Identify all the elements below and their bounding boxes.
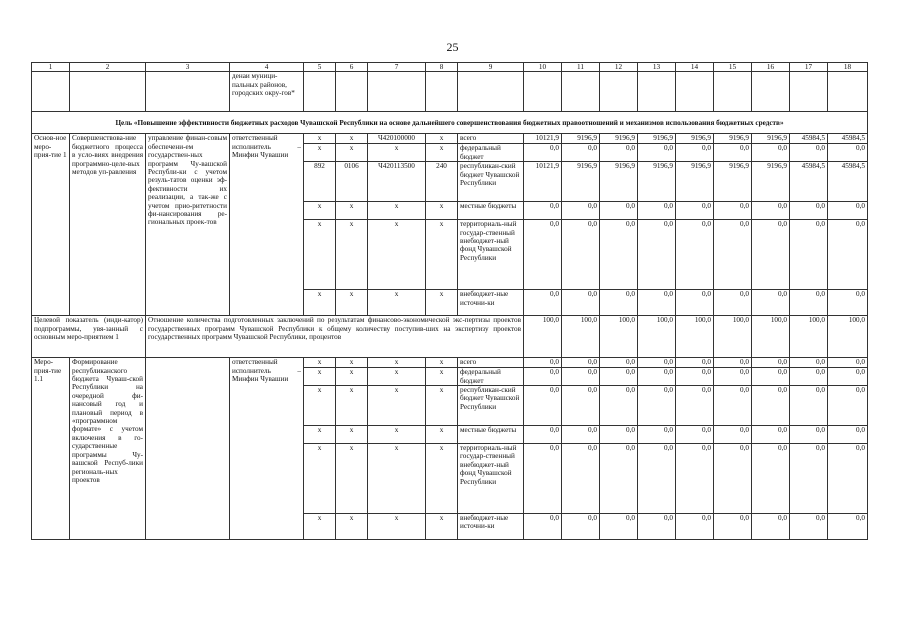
event-c3-cell bbox=[146, 358, 230, 540]
amount-cell: 0,0 bbox=[600, 386, 638, 426]
amount-cell: 0,0 bbox=[638, 514, 676, 540]
indicator-label: Целевой показатель (инди-катор) подпрограммы, увя-занный с основным меро-приятием 1 bbox=[32, 316, 146, 358]
indicator-value: 100,0 bbox=[752, 316, 790, 358]
column-number: 11 bbox=[562, 63, 600, 72]
amount-cell: 0,0 bbox=[828, 290, 868, 316]
amount-cell: 0,0 bbox=[714, 386, 752, 426]
funding-source-cell: республикан-ский бюджет Чувашской Республики bbox=[458, 386, 524, 426]
amount-cell: 0,0 bbox=[638, 386, 676, 426]
amount-cell: 9196,9 bbox=[600, 162, 638, 202]
funding-source-cell: местные бюджеты bbox=[458, 426, 524, 444]
code-cell: x bbox=[304, 144, 336, 162]
amount-cell: 9196,9 bbox=[562, 134, 600, 144]
amount-cell: 0,0 bbox=[790, 290, 828, 316]
amount-cell: 0,0 bbox=[714, 358, 752, 368]
amount-cell: 0,0 bbox=[752, 358, 790, 368]
amount-cell: 0,0 bbox=[562, 426, 600, 444]
amount-cell: 45984,5 bbox=[828, 162, 868, 202]
amount-cell: 9196,9 bbox=[562, 162, 600, 202]
event-c4-cell: ответственный исполнитель – Минфин Чувашии bbox=[230, 358, 304, 540]
amount-cell: 0,0 bbox=[638, 368, 676, 386]
code-cell: x bbox=[336, 386, 368, 426]
code-cell: x bbox=[336, 368, 368, 386]
funding-source-cell: всего bbox=[458, 358, 524, 368]
amount-cell: 0,0 bbox=[562, 144, 600, 162]
column-number: 12 bbox=[600, 63, 638, 72]
code-cell: x bbox=[304, 368, 336, 386]
funding-source-cell: всего bbox=[458, 134, 524, 144]
code-cell: x bbox=[304, 202, 336, 220]
amount-cell: 0,0 bbox=[638, 144, 676, 162]
amount-cell: 0,0 bbox=[714, 290, 752, 316]
amount-cell: 0,0 bbox=[638, 444, 676, 514]
amount-cell: 0,0 bbox=[714, 202, 752, 220]
code-cell: x bbox=[426, 426, 458, 444]
funding-source-cell: федеральный бюджет bbox=[458, 144, 524, 162]
amount-cell: 0,0 bbox=[790, 220, 828, 290]
amount-cell: 45984,5 bbox=[790, 134, 828, 144]
code-cell: x bbox=[304, 386, 336, 426]
column-number: 2 bbox=[70, 63, 146, 72]
amount-cell: 0,0 bbox=[714, 444, 752, 514]
column-number: 13 bbox=[638, 63, 676, 72]
column-number: 14 bbox=[676, 63, 714, 72]
amount-cell: 0,0 bbox=[600, 426, 638, 444]
amount-cell: 9196,9 bbox=[676, 162, 714, 202]
amount-cell: 0,0 bbox=[638, 426, 676, 444]
amount-cell: 9196,9 bbox=[676, 134, 714, 144]
amount-cell: 10121,9 bbox=[524, 134, 562, 144]
column-number: 7 bbox=[368, 63, 426, 72]
indicator-row bbox=[32, 316, 868, 358]
column-number: 5 bbox=[304, 63, 336, 72]
amount-cell: 0,0 bbox=[524, 202, 562, 220]
amount-cell: 0,0 bbox=[676, 220, 714, 290]
amount-cell: 0,0 bbox=[562, 290, 600, 316]
indicator-text: Отношение количества подготовленных заключений по результатам финансово-экономической экс-пертизы проектов государственных программ Чувашской Республики к общему количеству поступив-ших на экспертизу проектов государственных программ Чувашской Республики, процентов bbox=[146, 316, 524, 358]
amount-cell: 0,0 bbox=[600, 144, 638, 162]
code-cell: 892 bbox=[304, 162, 336, 202]
funding-source-cell: федеральный бюджет bbox=[458, 368, 524, 386]
code-cell: x bbox=[304, 358, 336, 368]
code-cell: x bbox=[368, 426, 426, 444]
continuation-row bbox=[32, 72, 868, 112]
amount-cell: 0,0 bbox=[638, 220, 676, 290]
code-cell: x bbox=[336, 290, 368, 316]
code-cell: x bbox=[368, 220, 426, 290]
amount-cell: 10121,9 bbox=[524, 162, 562, 202]
amount-cell: 0,0 bbox=[562, 514, 600, 540]
code-cell: x bbox=[336, 144, 368, 162]
event-1-1-block bbox=[32, 358, 868, 540]
amount-cell: 0,0 bbox=[828, 514, 868, 540]
column-number-row bbox=[32, 63, 868, 72]
amount-cell: 0,0 bbox=[562, 386, 600, 426]
amount-cell: 0,0 bbox=[638, 202, 676, 220]
event-c3-cell: управление финан-совым обеспечени-ем государствен-ных программ Чу-вашской Республи-ки с учетом резуль-татов оценки эф-фективности их реализации, а так-же с учетом прио-ритетности фи-нансирования ре-гиональных проек-тов bbox=[146, 134, 230, 316]
column-number: 18 bbox=[828, 63, 868, 72]
code-cell: x bbox=[426, 386, 458, 426]
code-cell: x bbox=[336, 134, 368, 144]
amount-cell: 0,0 bbox=[600, 444, 638, 514]
indicator-value: 100,0 bbox=[524, 316, 562, 358]
amount-cell: 0,0 bbox=[676, 144, 714, 162]
column-number: 3 bbox=[146, 63, 230, 72]
amount-cell: 0,0 bbox=[714, 368, 752, 386]
funding-source-cell: территориаль-ный государ-ственный внебюджет-ный фонд Чувашской Республики bbox=[458, 444, 524, 514]
amount-cell: 0,0 bbox=[828, 426, 868, 444]
amount-cell: 9196,9 bbox=[714, 134, 752, 144]
code-cell: x bbox=[304, 290, 336, 316]
budget-table bbox=[31, 62, 868, 540]
table-row bbox=[32, 358, 868, 368]
code-cell: 240 bbox=[426, 162, 458, 202]
amount-cell: 0,0 bbox=[562, 202, 600, 220]
amount-cell: 0,0 bbox=[562, 358, 600, 368]
code-cell: x bbox=[304, 426, 336, 444]
amount-cell: 45984,5 bbox=[828, 134, 868, 144]
code-cell: x bbox=[304, 444, 336, 514]
code-cell: x bbox=[336, 220, 368, 290]
amount-cell: 0,0 bbox=[752, 202, 790, 220]
code-cell: x bbox=[368, 368, 426, 386]
indicator-value: 100,0 bbox=[714, 316, 752, 358]
indicator-value: 100,0 bbox=[828, 316, 868, 358]
amount-cell: 0,0 bbox=[752, 220, 790, 290]
column-number: 4 bbox=[230, 63, 304, 72]
amount-cell: 0,0 bbox=[600, 290, 638, 316]
event-c4-cell: ответственный исполнитель – Минфин Чувашии bbox=[230, 134, 304, 316]
indicator-value: 100,0 bbox=[676, 316, 714, 358]
amount-cell: 0,0 bbox=[524, 426, 562, 444]
amount-cell: 0,0 bbox=[790, 358, 828, 368]
amount-cell: 0,0 bbox=[752, 514, 790, 540]
funding-source-cell: местные бюджеты bbox=[458, 202, 524, 220]
amount-cell: 0,0 bbox=[714, 426, 752, 444]
amount-cell: 0,0 bbox=[752, 144, 790, 162]
amount-cell: 0,0 bbox=[828, 444, 868, 514]
amount-cell: 0,0 bbox=[790, 426, 828, 444]
amount-cell: 9196,9 bbox=[638, 134, 676, 144]
amount-cell: 0,0 bbox=[828, 358, 868, 368]
code-cell: x bbox=[426, 144, 458, 162]
amount-cell: 0,0 bbox=[752, 386, 790, 426]
code-cell: x bbox=[368, 290, 426, 316]
column-number: 17 bbox=[790, 63, 828, 72]
funding-source-cell: территориаль-ный государ-ственный внебюджет-ный фонд Чувашской Республики bbox=[458, 220, 524, 290]
amount-cell: 0,0 bbox=[524, 144, 562, 162]
amount-cell: 9196,9 bbox=[752, 162, 790, 202]
amount-cell: 0,0 bbox=[638, 290, 676, 316]
amount-cell: 0,0 bbox=[600, 220, 638, 290]
funding-source-cell: республикан-ский бюджет Чувашской Республики bbox=[458, 162, 524, 202]
code-cell: x bbox=[304, 220, 336, 290]
amount-cell: 0,0 bbox=[676, 202, 714, 220]
amount-cell: 0,0 bbox=[638, 358, 676, 368]
goal-text: Цель «Повышение эффективности бюджетных расходов Чувашской Республики на основе дальнейшего совершенствования бюджетных правоотношений и механизмов использования бюджетных средств» bbox=[32, 112, 868, 134]
amount-cell: 0,0 bbox=[676, 386, 714, 426]
goal-row bbox=[32, 112, 868, 134]
code-cell: x bbox=[368, 444, 426, 514]
amount-cell: 0,0 bbox=[714, 144, 752, 162]
event-c1-cell: Меро-прия-тие 1.1 bbox=[32, 358, 70, 540]
code-cell: x bbox=[336, 358, 368, 368]
amount-cell: 0,0 bbox=[676, 426, 714, 444]
code-cell: x bbox=[426, 368, 458, 386]
column-number: 6 bbox=[336, 63, 368, 72]
column-number: 8 bbox=[426, 63, 458, 72]
page-number: 25 bbox=[446, 40, 459, 54]
amount-cell: 9196,9 bbox=[638, 162, 676, 202]
code-cell: x bbox=[368, 144, 426, 162]
code-cell: x bbox=[368, 358, 426, 368]
event-c2-cell: Совершенствова-ние бюджетного процесса в усло-виях внедрения программно-целе-вых методов уп-равления bbox=[70, 134, 146, 316]
code-cell: x bbox=[426, 290, 458, 316]
code-cell: x bbox=[368, 386, 426, 426]
column-number: 9 bbox=[458, 63, 524, 72]
amount-cell: 0,0 bbox=[714, 220, 752, 290]
code-cell: x bbox=[426, 220, 458, 290]
amount-cell: 0,0 bbox=[676, 290, 714, 316]
column-number: 1 bbox=[32, 63, 70, 72]
amount-cell: 0,0 bbox=[828, 220, 868, 290]
amount-cell: 0,0 bbox=[714, 514, 752, 540]
amount-cell: 9196,9 bbox=[600, 134, 638, 144]
amount-cell: 0,0 bbox=[828, 202, 868, 220]
amount-cell: 0,0 bbox=[524, 290, 562, 316]
amount-cell: 0,0 bbox=[790, 144, 828, 162]
indicator-value: 100,0 bbox=[790, 316, 828, 358]
amount-cell: 0,0 bbox=[676, 444, 714, 514]
code-cell: x bbox=[304, 134, 336, 144]
amount-cell: 0,0 bbox=[828, 144, 868, 162]
code-cell: x bbox=[336, 426, 368, 444]
amount-cell: 45984,5 bbox=[790, 162, 828, 202]
amount-cell: 0,0 bbox=[524, 514, 562, 540]
code-cell: Ч420100000 bbox=[368, 134, 426, 144]
code-cell: x bbox=[336, 202, 368, 220]
amount-cell: 0,0 bbox=[828, 368, 868, 386]
indicator-value: 100,0 bbox=[600, 316, 638, 358]
funding-source-cell: внебюджет-ные источни-ки bbox=[458, 514, 524, 540]
amount-cell: 0,0 bbox=[752, 290, 790, 316]
amount-cell: 0,0 bbox=[790, 202, 828, 220]
amount-cell: 0,0 bbox=[524, 368, 562, 386]
amount-cell: 0,0 bbox=[790, 386, 828, 426]
amount-cell: 0,0 bbox=[676, 514, 714, 540]
code-cell: x bbox=[368, 202, 426, 220]
amount-cell: 0,0 bbox=[562, 220, 600, 290]
amount-cell: 0,0 bbox=[752, 426, 790, 444]
amount-cell: 0,0 bbox=[676, 368, 714, 386]
amount-cell: 0,0 bbox=[562, 368, 600, 386]
continuation-cell: денаи муници-пальных районов, городских окру-гов* bbox=[230, 72, 304, 112]
amount-cell: 0,0 bbox=[562, 444, 600, 514]
column-number: 10 bbox=[524, 63, 562, 72]
code-cell: x bbox=[368, 514, 426, 540]
amount-cell: 0,0 bbox=[600, 202, 638, 220]
amount-cell: 0,0 bbox=[524, 220, 562, 290]
amount-cell: 0,0 bbox=[600, 368, 638, 386]
code-cell: x bbox=[304, 514, 336, 540]
amount-cell: 0,0 bbox=[524, 358, 562, 368]
funding-source-cell: внебюджет-ные источни-ки bbox=[458, 290, 524, 316]
code-cell: x bbox=[426, 202, 458, 220]
amount-cell: 0,0 bbox=[752, 444, 790, 514]
amount-cell: 0,0 bbox=[524, 444, 562, 514]
code-cell: x bbox=[336, 514, 368, 540]
amount-cell: 0,0 bbox=[524, 386, 562, 426]
column-number: 15 bbox=[714, 63, 752, 72]
amount-cell: 0,0 bbox=[600, 358, 638, 368]
code-cell: x bbox=[336, 444, 368, 514]
amount-cell: 0,0 bbox=[790, 444, 828, 514]
code-cell: x bbox=[426, 134, 458, 144]
amount-cell: 0,0 bbox=[828, 386, 868, 426]
code-cell: x bbox=[426, 514, 458, 540]
indicator-value: 100,0 bbox=[562, 316, 600, 358]
amount-cell: 0,0 bbox=[752, 368, 790, 386]
indicator-value: 100,0 bbox=[638, 316, 676, 358]
event-c2-cell: Формирование республиканского бюджета Чуваш-ской Республики на очередной фи-нансовый год и плановый период в «программном формате» с учетом включения в го-сударственные программы Чу-вашской Респуб-лики региональ-ных проектов bbox=[70, 358, 146, 540]
column-number: 16 bbox=[752, 63, 790, 72]
event-c1-cell: Основ-ное меро-прия-тие 1 bbox=[32, 134, 70, 316]
amount-cell: 0,0 bbox=[600, 514, 638, 540]
amount-cell: 9196,9 bbox=[752, 134, 790, 144]
table-row bbox=[32, 134, 868, 144]
amount-cell: 0,0 bbox=[676, 358, 714, 368]
code-cell: Ч420113500 bbox=[368, 162, 426, 202]
event-1-block bbox=[32, 134, 868, 316]
code-cell: x bbox=[426, 444, 458, 514]
amount-cell: 0,0 bbox=[790, 368, 828, 386]
amount-cell: 9196,9 bbox=[714, 162, 752, 202]
amount-cell: 0,0 bbox=[790, 514, 828, 540]
code-cell: 0106 bbox=[336, 162, 368, 202]
code-cell: x bbox=[426, 358, 458, 368]
